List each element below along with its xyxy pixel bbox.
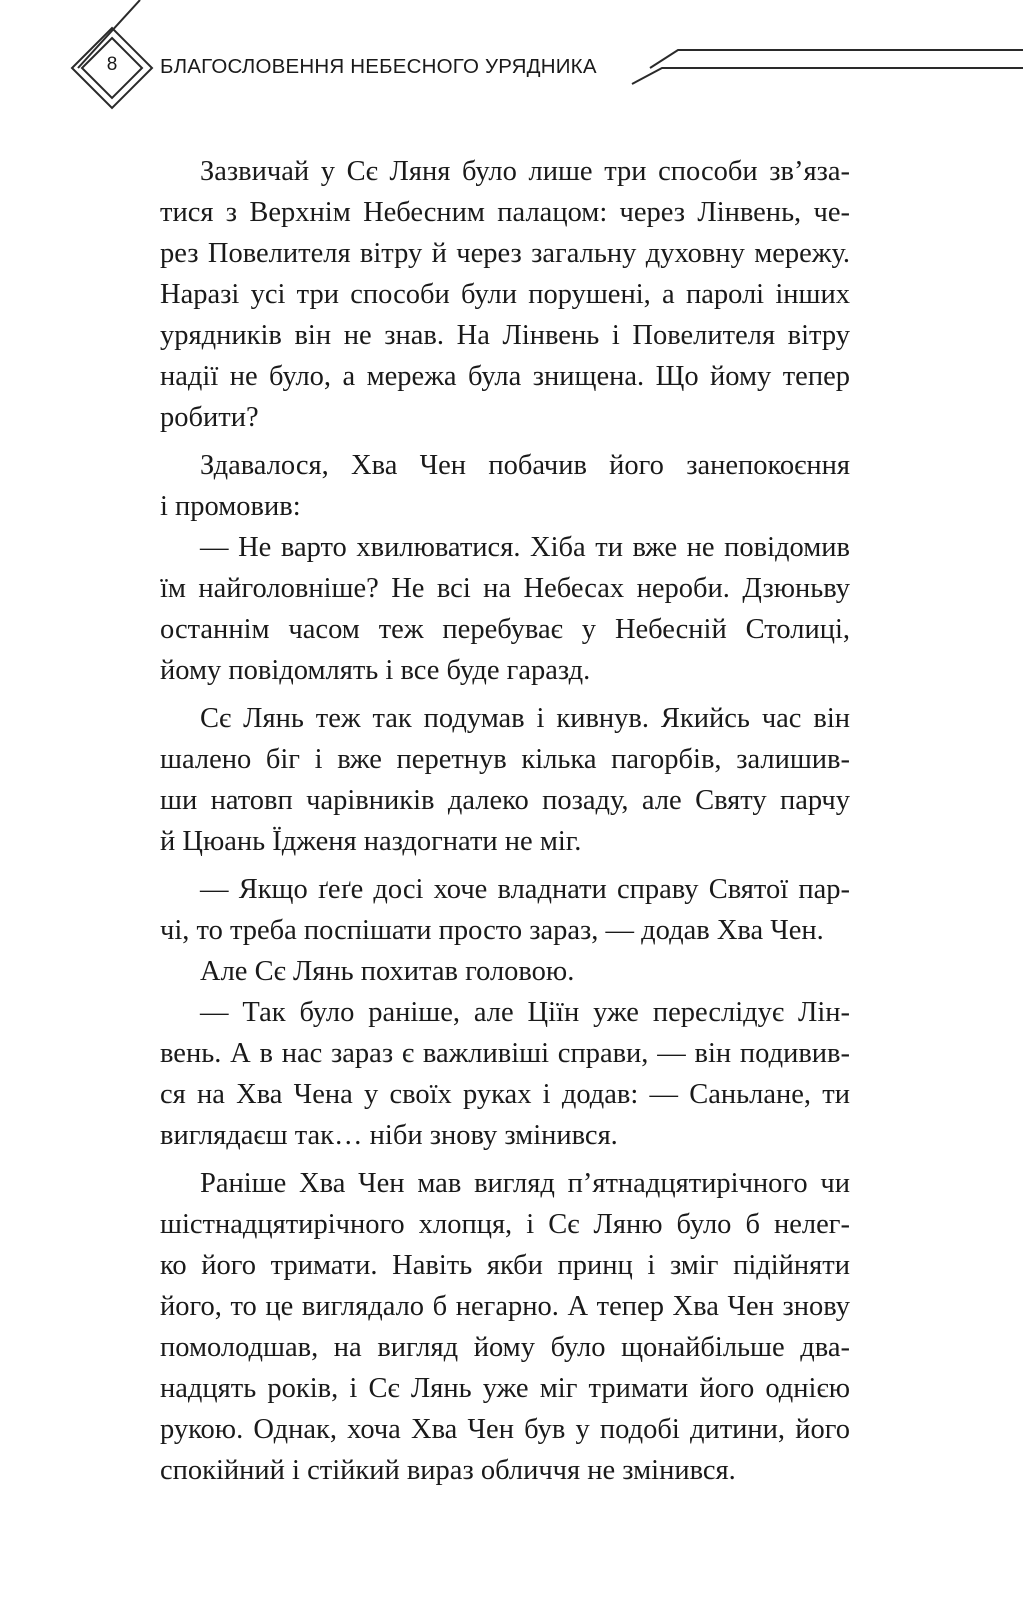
text-line: ши натовп чарівників далеко позаду, але Святу парчу [160,785,850,816]
paragraph [160,992,850,1156]
text-line: Але Сє Лянь похитав головою. [200,956,575,987]
text-line: шалено біг і вже перетнув кілька пагорбів, залишив- [160,744,850,775]
text-line: спокійний і стійкий вираз обличчя не змінився. [160,1455,736,1486]
text-line: — Не варто хвилюватися. Хіба ти вже не повідомив [200,532,850,563]
text-line: Здавалося, Хва Чен побачив його занепокоєння [200,450,850,481]
text-line: — Якщо ґеґе досі хоче владнати справу Святої пар- [200,874,850,905]
text-line: ко його тримати. Навіть якби принц і зміг підійняти [160,1250,850,1281]
text-line: тися з Верхнім Небесним палацом: через Лінвень, че- [160,197,850,228]
text-line: надцять років, і Сє Лянь уже міг тримати його однією [160,1373,850,1404]
header-rule-upper [650,50,1023,68]
paragraph [160,151,850,438]
text-line: Сє Лянь теж так подумав і кивнув. Якийсь час він [200,703,850,734]
text-line: чі, то треба поспішати просто зараз, — додав Хва Чен. [160,915,824,946]
text-line: його, то це виглядало б негарно. А тепер Хва Чен знову [160,1291,850,1322]
text-line: і промовив: [160,491,301,522]
header-rule-lower [632,68,1023,84]
text-line: йому повідомлять і все буде гаразд. [160,655,591,686]
text-line: Наразі усі три способи були порушені, а паролі інших [160,279,850,310]
text-line: Раніше Хва Чен мав вигляд п’ятнадцятирічного чи [200,1168,850,1199]
text-line: — Так було раніше, але Ціїн уже переслідує Лін- [200,997,850,1028]
paragraph [160,527,850,691]
text-line: рукою. Однак, хоча Хва Чен був у подобі дитини, його [160,1414,850,1445]
text-line: вень. А в нас зараз є важливіші справи, — він подивив- [160,1038,850,1069]
text-line: шістнадцятирічного хлопця, і Сє Ляню було б нелег- [160,1209,850,1240]
text-line: робити? [160,402,259,433]
paragraph [160,445,850,527]
text-line: й Цюань Їдженя наздогнати не міг. [160,826,582,857]
paragraph [160,869,850,951]
running-title: БЛАГОСЛОВЕННЯ НЕБЕСНОГО УРЯДНИКА [160,55,597,78]
text-line: рез Повелителя вітру й через загальну духовну мережу. [160,238,850,269]
text-line: ся на Хва Чена у своїх руках і додав: — Саньлане, ти [160,1079,850,1110]
text-line: помолодшав, на вигляд йому було щонайбільше два- [160,1332,850,1363]
text-line: виглядаєш так… ніби знову змінився. [160,1120,618,1151]
text-line: надії не було, а мережа була знищена. Що йому тепер [160,361,850,392]
text-line: урядників він не знав. На Лінвень і Повелителя вітру [160,320,850,351]
paragraph [160,698,850,862]
paragraph [160,951,850,992]
text-line: їм найголовніше? Не всі на Небесах нероби. Дзюньву [160,573,850,604]
text-line: Зазвичай у Сє Ляня було лише три способи зв’яза- [200,156,850,187]
body-text [160,151,850,1491]
paragraph [160,1163,850,1491]
page-number: 8 [106,54,118,75]
text-line: останнім часом теж перебуває у Небесній Столиці, [160,614,850,645]
